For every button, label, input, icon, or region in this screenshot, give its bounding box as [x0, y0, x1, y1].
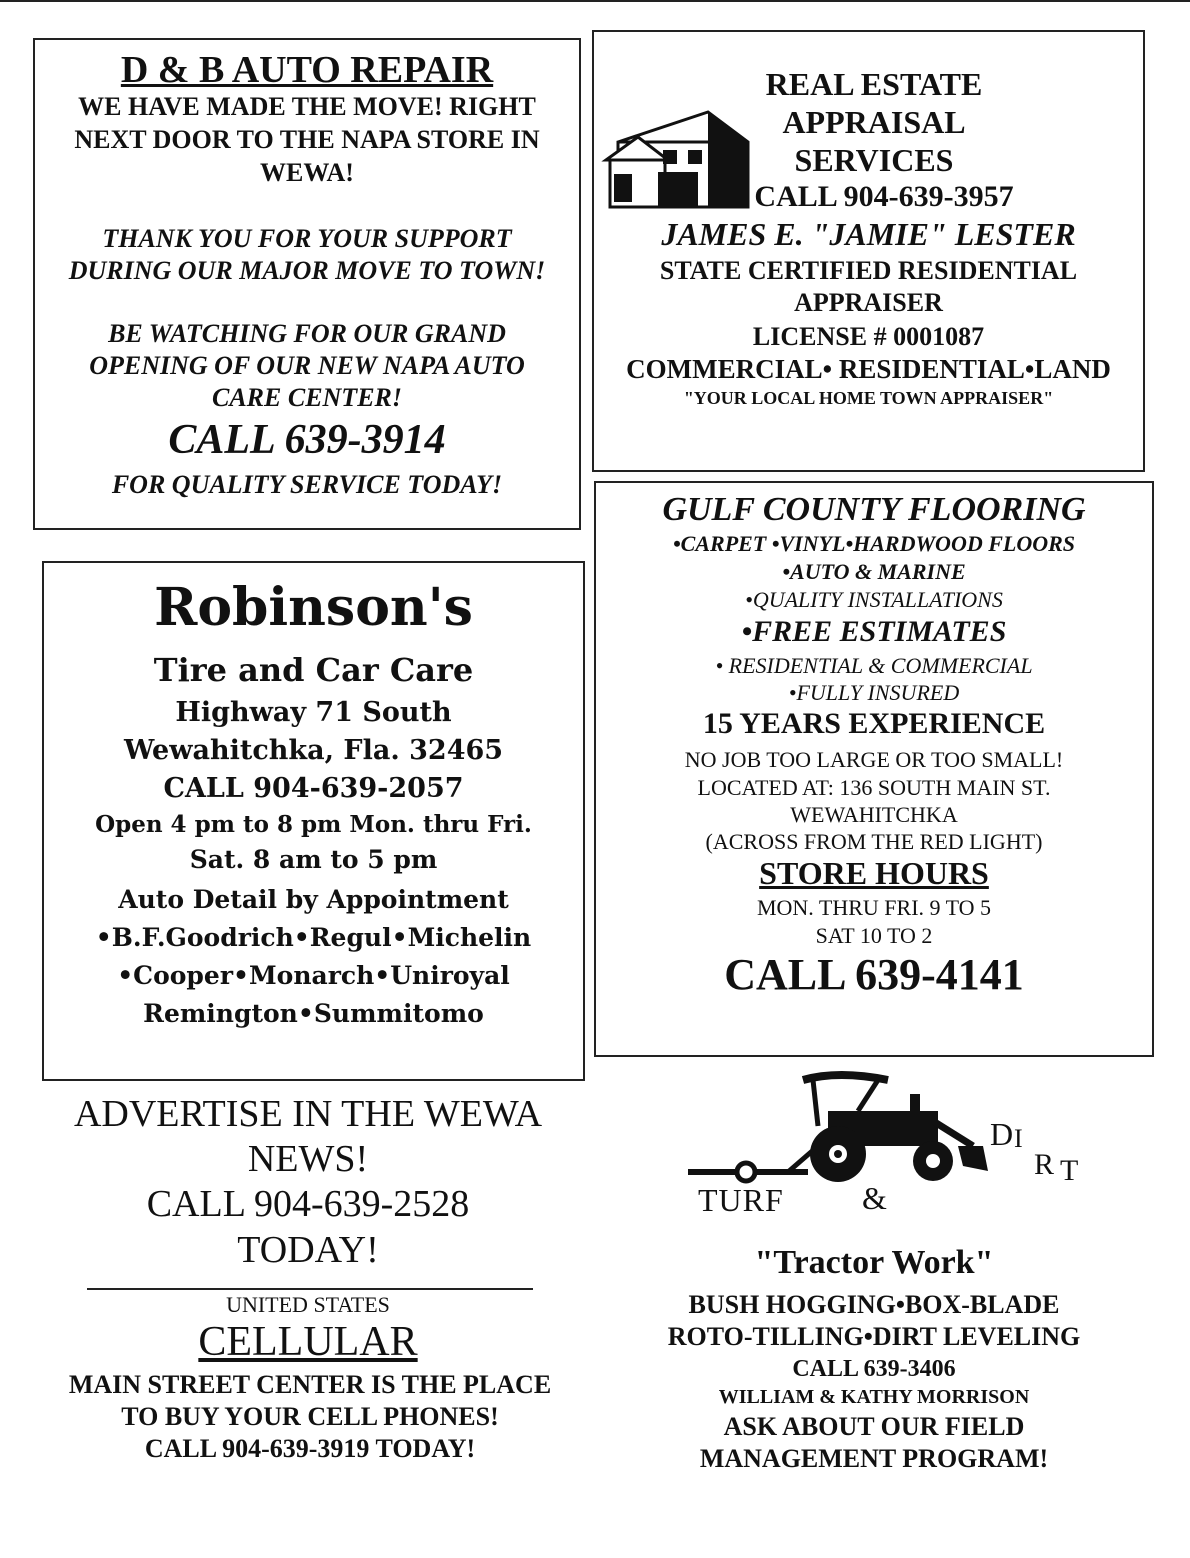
flooring-phone: CALL 639-4141	[724, 950, 1024, 999]
flooring-item: •AUTO & MARINE	[782, 559, 966, 584]
flooring-item: •QUALITY INSTALLATIONS	[745, 587, 1003, 612]
flooring-experience: 15 YEARS EXPERIENCE	[702, 707, 1046, 740]
flooring-hours: MON. THRU FRI. 9 TO 5	[756, 895, 992, 920]
appraisal-slogan: "YOUR LOCAL HOME TOWN APPRAISER"	[683, 388, 1054, 408]
turf-owners: WILLIAM & KATHY MORRISON	[718, 1386, 1030, 1408]
turf-logo-dirt-letter: I	[1014, 1124, 1023, 1153]
dnb-move-line: WE HAVE MADE THE MOVE! RIGHT	[78, 92, 536, 121]
flooring-ad	[594, 481, 1154, 1057]
flooring-hours: SAT 10 TO 2	[815, 923, 933, 948]
tractor-illustration	[688, 1066, 988, 1196]
robinsons-hours: Sat. 8 am to 5 pm	[189, 845, 438, 874]
top-rule	[0, 0, 1190, 2]
robinsons-subtitle: Tire and Car Care	[153, 651, 474, 689]
dnb-thanks-line: DURING OUR MAJOR MOVE TO TOWN!	[68, 256, 546, 285]
appraisal-heading: SERVICES	[794, 142, 954, 178]
dnb-watch-line: CARE CENTER!	[211, 383, 402, 412]
turf-logo-dirt-letter: D	[990, 1116, 1014, 1152]
dnb-move-line: NEXT DOOR TO THE NAPA STORE IN	[74, 125, 540, 154]
flooring-item: •FULLY INSURED	[788, 680, 960, 705]
advertise-line: ADVERTISE IN THE WEWA	[73, 1093, 543, 1135]
turf-headline: "Tractor Work"	[754, 1244, 994, 1281]
turf-phone: CALL 639-3406	[792, 1356, 956, 1382]
turf-service: BUSH HOGGING•BOX-BLADE	[688, 1290, 1060, 1319]
flooring-title: GULF COUNTY FLOORING	[662, 491, 1086, 528]
dnb-phone: CALL 639-3914	[168, 417, 446, 463]
turf-ask: ASK ABOUT OUR FIELD	[723, 1412, 1025, 1441]
cellular-line: CALL 904-639-3919 TODAY!	[144, 1434, 476, 1463]
appraisal-ad	[592, 30, 1145, 472]
flooring-info: NO JOB TOO LARGE OR TOO SMALL!	[684, 747, 1064, 772]
appraisal-cert: STATE CERTIFIED RESIDENTIAL	[659, 256, 1078, 285]
cellular-divider	[87, 1288, 533, 1290]
turf-service: ROTO-TILLING•DIRT LEVELING	[667, 1322, 1081, 1351]
turf-logo-dirt-letter: T	[1060, 1154, 1079, 1187]
robinsons-address: Highway 71 South	[175, 697, 452, 728]
robinsons-brands: Remington•Summitomo	[143, 999, 484, 1028]
dnb-move-line: WEWA!	[260, 158, 354, 187]
robinsons-brands: •Cooper•Monarch•Uniroyal	[117, 961, 510, 990]
flooring-item: • RESIDENTIAL & COMMERCIAL	[715, 653, 1033, 678]
advertise-line: CALL 904-639-2528	[146, 1183, 470, 1225]
robinsons-name: Robinson's	[154, 577, 473, 638]
turf-ask: MANAGEMENT PROGRAM!	[699, 1444, 1049, 1473]
robinsons-address: Wewahitchka, Fla. 32465	[123, 735, 504, 766]
turf-logo-dirt-letter: R	[1034, 1148, 1055, 1181]
cellular-line: MAIN STREET CENTER IS THE PLACE	[68, 1370, 552, 1399]
appraisal-heading: APPRAISAL	[782, 104, 966, 140]
dnb-title: D & B AUTO REPAIR	[120, 49, 494, 91]
flooring-hours-title: STORE HOURS	[759, 855, 989, 891]
appraiser-name: JAMES E. "JAMIE" LESTER	[661, 216, 1076, 252]
dnb-auto-repair-ad	[33, 38, 581, 530]
flooring-info: (ACROSS FROM THE RED LIGHT)	[705, 829, 1043, 854]
appraisal-heading: REAL ESTATE	[765, 66, 983, 102]
appraisal-cert: APPRAISER	[794, 288, 943, 317]
appraisal-license: LICENSE # 0001087	[752, 322, 985, 351]
dnb-thanks-line: THANK YOU FOR YOUR SUPPORT	[102, 224, 512, 253]
flooring-info: LOCATED AT: 136 SOUTH MAIN ST.	[697, 775, 1051, 800]
appraisal-types: COMMERCIAL• RESIDENTIAL•LAND	[626, 354, 1111, 384]
robinsons-detail: Auto Detail by Appointment	[118, 885, 509, 914]
turf-logo-amp: &	[862, 1180, 887, 1216]
dnb-watch-line: BE WATCHING FOR OUR GRAND	[108, 319, 506, 348]
advertise-line: TODAY!	[237, 1229, 379, 1271]
robinsons-brands: •B.F.Goodrich•Regul•Michelin	[95, 923, 532, 952]
robinsons-phone: CALL 904-639-2057	[163, 773, 464, 804]
flooring-info: WEWAHITCHKA	[790, 802, 958, 827]
cellular-line: TO BUY YOUR CELL PHONES!	[121, 1402, 499, 1431]
cellular-title: CELLULAR	[198, 1319, 418, 1365]
cellular-top: UNITED STATES	[226, 1292, 390, 1317]
flooring-item: •CARPET •VINYL•HARDWOOD FLOORS	[672, 531, 1076, 556]
appraisal-phone: CALL 904-639-3957	[754, 180, 1014, 213]
robinsons-ad	[42, 561, 585, 1081]
robinsons-hours: Open 4 pm to 8 pm Mon. thru Fri.	[95, 811, 532, 838]
advertise-line: NEWS!	[247, 1138, 369, 1180]
flooring-free-estimates: •FREE ESTIMATES	[741, 615, 1007, 648]
dnb-watch-line: OPENING OF OUR NEW NAPA AUTO	[89, 351, 525, 380]
dnb-tagline: FOR QUALITY SERVICE TODAY!	[111, 470, 503, 499]
turf-logo-turf: TURF	[698, 1182, 784, 1218]
